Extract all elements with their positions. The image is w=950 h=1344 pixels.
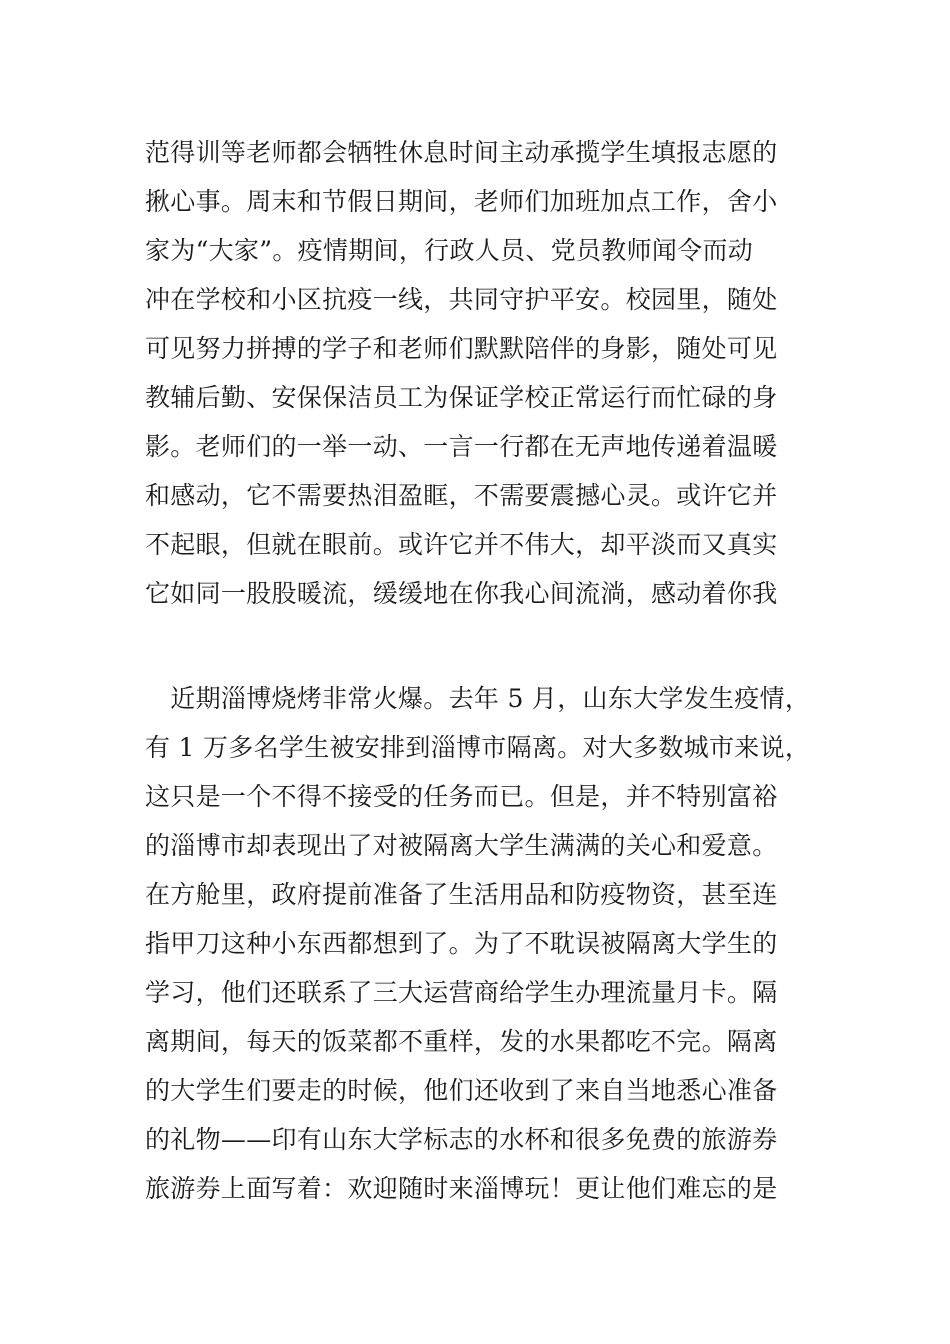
text-line: 有 1 万多名学生被安排到淄博市隔离。对大多数城市来说， [145, 733, 811, 762]
text-line: 影。老师们的一举一动、一言一行都在无声地传递着温暖 [145, 432, 778, 461]
paragraph-zibo [145, 674, 845, 1213]
text-line: 它如同一股股暖流，缓缓地在你我心间流淌，感动着你我 [145, 579, 778, 608]
text-line: 家为“大家”。疫情期间，行政人员、党员教师闻令而动 [145, 236, 754, 265]
text-line: 的礼物——印有山东大学标志的水杯和很多免费的旅游券 [145, 1125, 778, 1154]
text-line: 的淄博市却表现出了对被隔离大学生满满的关心和爱意。 [145, 831, 778, 860]
text-line: 的大学生们要走的时候，他们还收到了来自当地悉心准备 [145, 1076, 778, 1105]
text-line: 不起眼，但就在眼前。或许它并不伟大，却平淡而又真实 [145, 530, 778, 559]
text-line: 和感动，它不需要热泪盈眶，不需要震撼心灵。或许它并 [145, 481, 778, 510]
text-line: 学习，他们还联系了三大运营商给学生办理流量月卡。隔 [145, 978, 778, 1007]
text-line: 近期淄博烧烤非常火爆。去年 5 月，山东大学发生疫情， [145, 684, 811, 713]
text-line: 旅游券上面写着：欢迎随时来淄博玩！更让他们难忘的是 [145, 1174, 778, 1203]
text-line: 冲在学校和小区抗疫一线，共同守护平安。校园里，随处 [145, 285, 778, 314]
text-line: 指甲刀这种小东西都想到了。为了不耽误被隔离大学生的 [145, 929, 778, 958]
paragraph-teachers [145, 128, 845, 618]
text-line: 教辅后勤、安保保洁员工为保证学校正常运行而忙碌的身 [145, 383, 778, 412]
text-line: 离期间，每天的饭菜都不重样，发的水果都吃不完。隔离 [145, 1027, 778, 1056]
text-line: 揪心事。周末和节假日期间，老师们加班加点工作，舍小 [145, 187, 778, 216]
text-line: 范得训等老师都会牺牲休息时间主动承揽学生填报志愿的 [145, 138, 778, 167]
text-line: 可见努力拼搏的学子和老师们默默陪伴的身影，随处可见 [145, 334, 778, 363]
text-line: 这只是一个不得不接受的任务而已。但是，并不特别富裕 [145, 782, 778, 811]
text-line: 在方舱里，政府提前准备了生活用品和防疫物资，甚至连 [145, 880, 778, 909]
